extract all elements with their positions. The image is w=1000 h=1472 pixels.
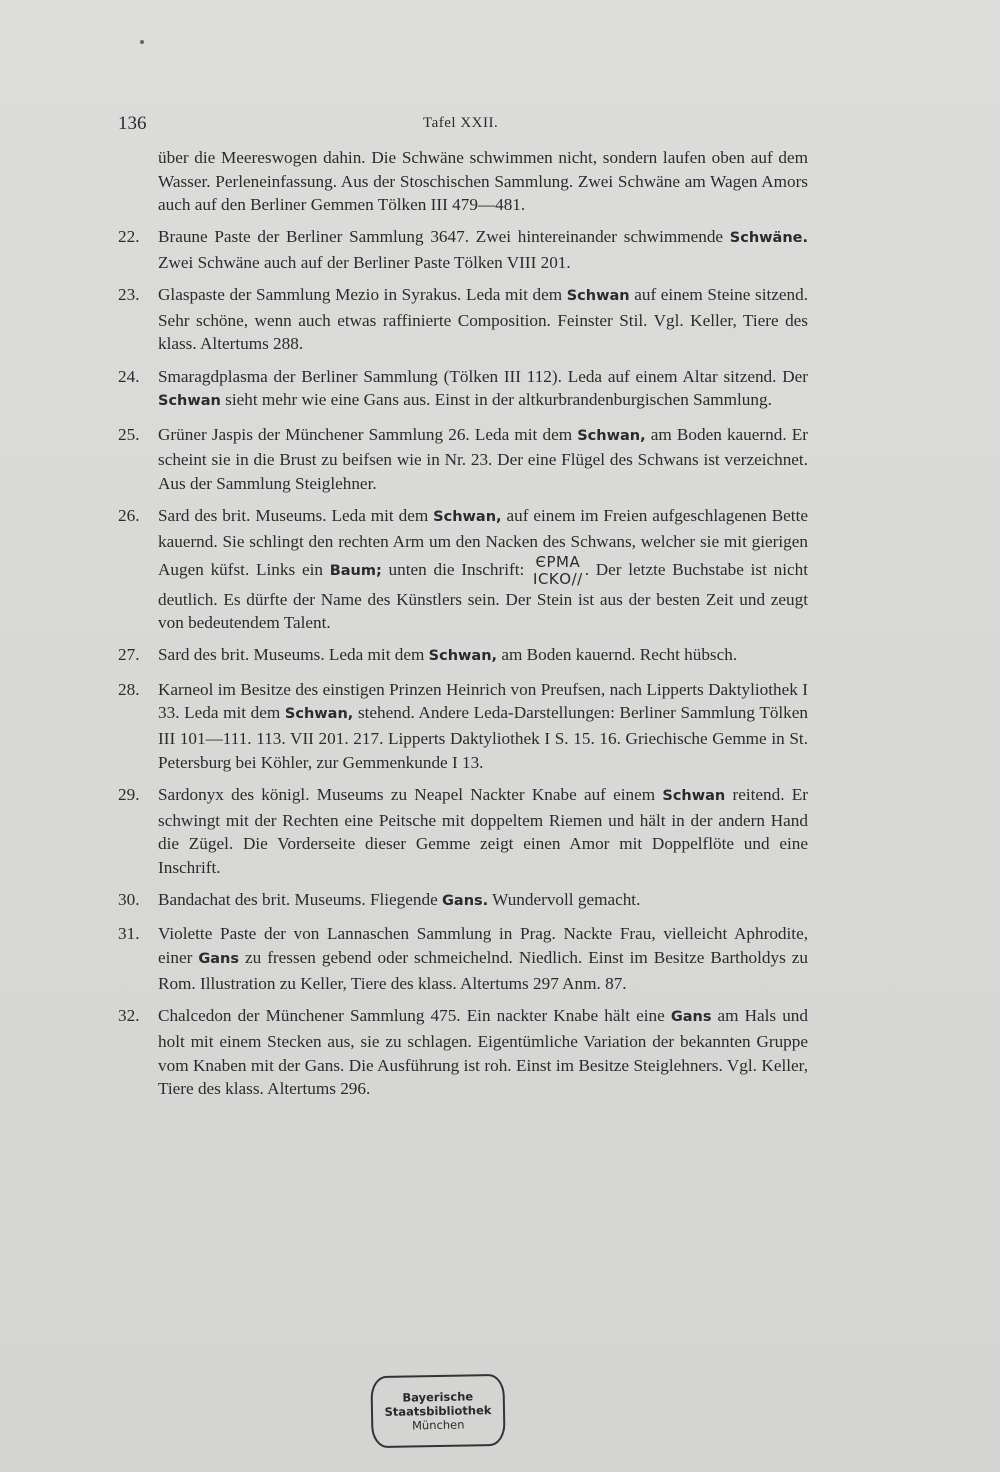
- highlighted-term: Schwan,: [577, 427, 646, 444]
- entry-24: 24. Smaragdplasma der Berliner Sammlung (Tölken III 112). Leda auf einem Altar sitzend. Der Schwan sieht mehr wie eine Gans aus. Einst in der altkurbrandenburgischen Sammlung.: [118, 366, 808, 410]
- entry-29: 29. Sardonyx des königl. Museums zu Neapel Nackter Knabe auf einem Schwan reitend. Er schwingt mit der Rechten eine Peitsche mit doppeltem Riemen und hält in der andern Hand die Zügel. Die Vorderseite dieser Gemme zeigt einen Amor mit Doppelflöte und eine Inschrift.: [118, 784, 808, 878]
- highlighted-term: Schwäne.: [729, 230, 808, 247]
- entry-22: 22. Braune Paste der Berliner Sammlung 3647. Zwei hintereinander schwimmende Schwäne. Zwei Schwäne auch auf der Berliner Paste Tölken VIII 201.: [118, 227, 808, 272]
- catalog-text: [118, 146, 808, 1109]
- entry-number: 25.: [118, 424, 140, 444]
- entry-30: 30. Bandachat des brit. Museums. Fliegende Gans. Wundervoll gemacht.: [118, 888, 808, 914]
- entry-number: 32.: [118, 1006, 140, 1026]
- entry-number: 22.: [118, 227, 140, 247]
- entry-number: 31.: [118, 924, 140, 944]
- entry-31: 31. Violette Paste der von Lannaschen Sammlung in Prag. Nackte Frau, vielleicht Aphrodite, einer Gans zu fressen gebend oder schmeichelnd. Niedlich. Einst im Besitze Bartholdys zu Rom. Illustration zu Keller, Tiere des klass. Altertums 297 Anm. 87.: [118, 924, 809, 993]
- running-title: Tafel XXII.: [423, 115, 499, 131]
- entry-26: 26. Sard des brit. Museums. Leda mit dem Schwan, auf einem im Freien aufgeschlagenen Bette kauernd. Sie schlingt den rechten Arm um den Nacken des Schwans, welcher sie mit gierigen Augen küfst. Links ein Baum; unten die Inschrift: ЄΡΜΑ ΙCΚΟ// . Der letzte Buchstabe ist nicht deutlich. Es dürfte der Name des Künstlers sein. Der Stein ist aus der besten Zeit und zeugt von bedeutendem Talent.: [118, 506, 808, 633]
- highlighted-term: Gans.: [442, 893, 489, 910]
- entry-number: 28.: [118, 679, 140, 699]
- ink-speck: [140, 40, 144, 44]
- inscription-line-1: ЄΡΜΑ: [535, 552, 581, 571]
- entry-27: 27. Sard des brit. Museums. Leda mit dem Schwan, am Boden kauernd. Recht hübsch.: [118, 643, 808, 669]
- highlighted-term: Schwan: [158, 393, 221, 410]
- entry-number: 30.: [118, 890, 140, 910]
- entry-23: 23. Glaspaste der Sammlung Mezio in Syrakus. Leda mit dem Schwan auf einem Steine sitzend. Sehr schöne, wenn auch etwas raffinierte Composition. Feinster Stil. Vgl. Keller, Tiere des klass. Altertums 288.: [118, 285, 808, 354]
- continuation-paragraph: über die Meereswogen dahin. Die Schwäne schwimmen nicht, sondern laufen oben auf dem Wasser. Perleneinfassung. Aus der Stoschischen Sammlung. Zwei Schwäne am Wagen Amors auch auf den Berliner Gemmen Tölken III 479—481.: [158, 148, 808, 215]
- entry-number: 24.: [118, 366, 140, 386]
- highlighted-term: Schwan: [662, 787, 726, 804]
- entry-number: 26.: [118, 506, 140, 526]
- highlighted-term: Gans: [670, 1009, 712, 1026]
- entry-number: 27.: [118, 645, 140, 665]
- highlighted-term: Schwan: [566, 288, 630, 305]
- greek-inscription: [533, 554, 583, 588]
- library-stamp: [370, 1374, 505, 1448]
- entry-25: 25. Grüner Jaspis der Münchener Sammlung 26. Leda mit dem Schwan, am Boden kauernd. Er scheint sie in die Brust zu beifsen wie in Nr. 23. Der eine Flügel des Schwans ist verzeichnet. Aus der Sammlung Steiglehner.: [118, 424, 809, 493]
- stamp-line-3: München: [411, 1417, 465, 1433]
- highlighted-term: Schwan,: [428, 648, 498, 665]
- entry-number: 23.: [118, 285, 140, 305]
- page-header: [118, 113, 810, 141]
- highlighted-term: Baum;: [329, 562, 382, 579]
- entry-32: 32. Chalcedon der Münchener Sammlung 475. Ein nackter Knabe hält eine Gans am Hals und holt mit einem Stecken aus, sie zu schlagen. Eigentümliche Variation der bekannten Gruppe vom Knaben mit der Gans. Die Ausführung ist roh. Einst im Besitze Steiglehners. Vgl. Keller, Tiere des klass. Altertums 296.: [118, 1006, 808, 1099]
- entry-28: 28. Karneol im Besitze des einstigen Prinzen Heinrich von Preufsen, nach Lipperts Daktyliothek I 33. Leda mit dem Schwan, stehend. Andere Leda-Darstellungen: Berliner Sammlung Tölken III 101—111. 113. VII 201. 217. Lipperts Daktyliothek I S. 15. 16. Griechische Gemme in St. Petersburg bei Köhler, zur Gemmenkunde I 13.: [118, 679, 808, 772]
- stamp-line-2: Staatsbibliothek: [384, 1403, 492, 1419]
- inscription-line-2: ΙCΚΟ//: [533, 569, 583, 588]
- stamp-line-1: Bayerische: [402, 1389, 474, 1405]
- entry-number: 29.: [118, 784, 140, 804]
- highlighted-term: Gans: [198, 951, 239, 968]
- highlighted-term: Schwan,: [284, 706, 354, 723]
- highlighted-term: Schwan,: [433, 509, 502, 526]
- page-number: 136: [118, 113, 147, 134]
